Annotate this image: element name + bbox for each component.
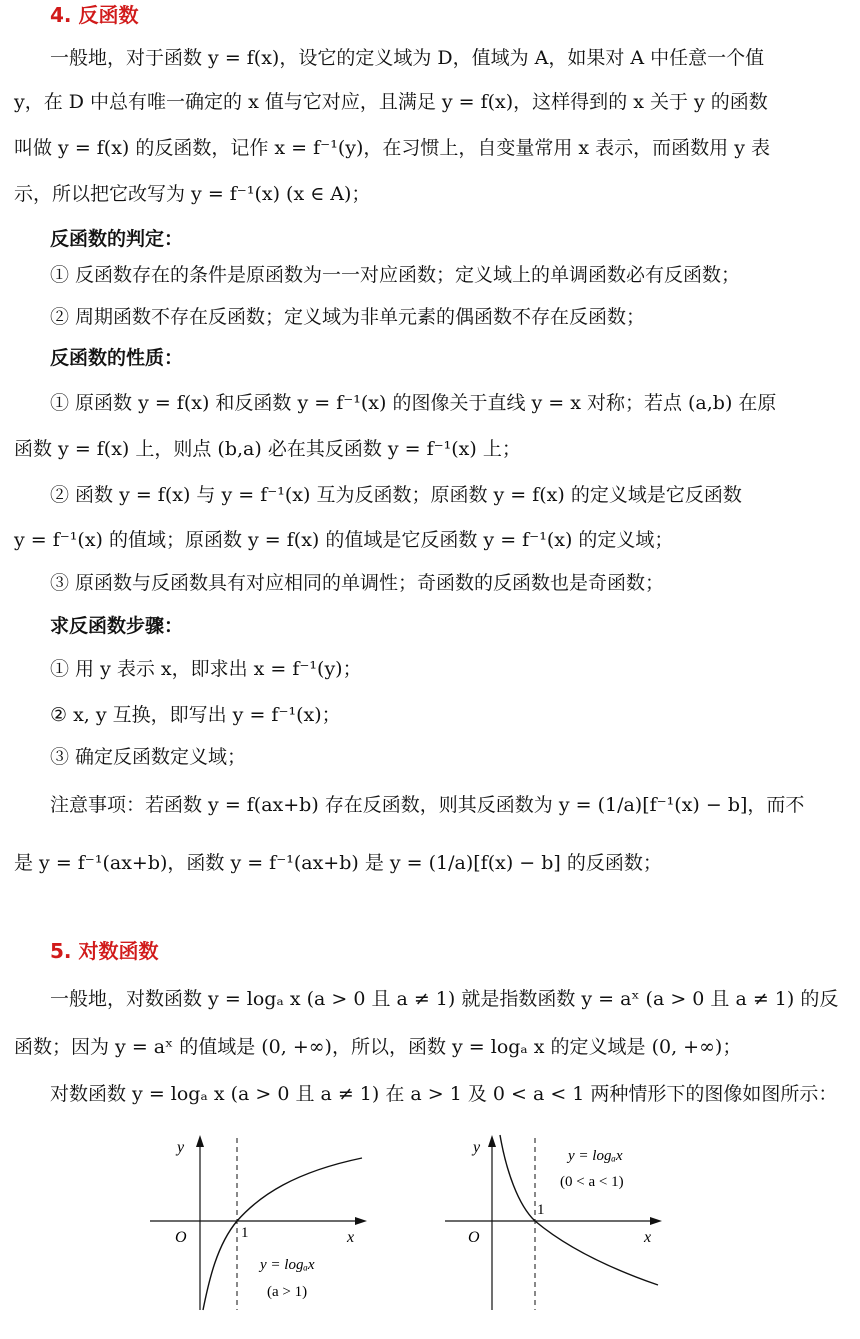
judge-item-2: ② 周期函数不存在反函数；定义域为非单元素的偶函数不存在反函数； <box>50 306 646 328</box>
section4-intro-2: y，在 D 中总有唯一确定的 x 值与它对应，且满足 y = f(x)，这样得到的 x 关于 y 的函数 <box>14 91 768 113</box>
props-item-1: ① 原函数 y = f(x) 和反函数 y = f⁻¹(x) 的图像关于直线 y = x 对称；若点 (a,b) 在原 <box>50 392 777 414</box>
section5-intro-3: 对数函数 y = logₐ x (a > 0 且 a ≠ 1) 在 a > 1 及 0 < a < 1 两种情形下的图像如图所示： <box>50 1083 838 1105</box>
one-label: 1 <box>241 1225 249 1241</box>
props-item-2: ② 函数 y = f(x) 与 y = f⁻¹(x) 互为反函数；原函数 y = f(x) 的定义域是它反函数 <box>50 484 742 506</box>
props-item-3: ③ 原函数与反函数具有对应相同的单调性；奇函数的反函数也是奇函数； <box>50 572 665 594</box>
steps-item-3: ③ 确定反函数定义域； <box>50 746 247 768</box>
x-axis-label: x <box>644 1229 652 1246</box>
function-label: y = logₐx <box>568 1148 623 1164</box>
section4-intro-4: 示，所以把它改写为 y = f⁻¹(x) (x ∈ A)； <box>14 183 371 205</box>
note-line-2: 是 y = f⁻¹(ax+b)，函数 y = f⁻¹(ax+b) 是 y = (1/a)[f(x) − b] 的反函数； <box>14 852 662 874</box>
log-graph-a-lt-1 <box>440 1130 680 1315</box>
props-item-1-cont: 函数 y = f(x) 上，则点 (b,a) 必在其反函数 y = f⁻¹(x) 上； <box>14 438 521 460</box>
y-axis-label: y <box>473 1139 481 1156</box>
steps-item-1: ① 用 y 表示 x，即求出 x = f⁻¹(y)； <box>50 658 362 680</box>
function-label: y = logₐx <box>260 1257 315 1273</box>
x-axis-arrow <box>650 1217 662 1225</box>
origin-label: O <box>468 1229 480 1246</box>
condition-label: (0 < a < 1) <box>560 1174 624 1190</box>
section4-intro-3: 叫做 y = f(x) 的反函数，记作 x = f⁻¹(y)，在习惯上，自变量常用 x 表示，而函数用 y 表 <box>14 137 770 159</box>
origin-label: O <box>175 1229 187 1246</box>
section4-heading: 4. 反函数 <box>50 3 139 27</box>
section5-intro-2: 函数；因为 y = aˣ 的值域是 (0, +∞)，所以，函数 y = logₐ x 的定义域是 (0, +∞)； <box>14 1036 742 1058</box>
section5-heading: 5. 对数函数 <box>50 939 159 963</box>
judge-item-1: ① 反函数存在的条件是原函数为一一对应函数；定义域上的单调函数必有反函数； <box>50 264 741 286</box>
judge-title: 反函数的判定： <box>50 228 184 250</box>
props-title: 反函数的性质： <box>50 347 184 369</box>
x-axis-arrow <box>355 1217 367 1225</box>
props-item-2-cont: y = f⁻¹(x) 的值域；原函数 y = f(x) 的值域是它反函数 y = f⁻¹(x) 的定义域； <box>14 529 674 551</box>
condition-label: (a > 1) <box>267 1284 308 1300</box>
log-graph-a-gt-1 <box>145 1130 385 1315</box>
one-label: 1 <box>537 1202 545 1218</box>
section5-intro-1: 一般地，对数函数 y = logₐ x (a > 0 且 a ≠ 1) 就是指数函数 y = aˣ (a > 0 且 a ≠ 1) 的反 <box>50 988 839 1010</box>
y-axis-arrow <box>196 1135 204 1147</box>
note-line-1: 注意事项：若函数 y = f(ax+b) 存在反函数，则其反函数为 y = (1/a)[f⁻¹(x) − b]，而不 <box>50 794 805 816</box>
steps-title: 求反函数步骤： <box>50 615 184 637</box>
y-axis-arrow <box>488 1135 496 1147</box>
x-axis-label: x <box>347 1229 355 1246</box>
section4-intro-1: 一般地，对于函数 y = f(x)，设它的定义域为 D，值域为 A，如果对 A 中任意一个值 <box>50 47 765 69</box>
steps-item-2: ② x, y 互换，即写出 y = f⁻¹(x)； <box>50 704 341 726</box>
y-axis-label: y <box>177 1139 185 1156</box>
